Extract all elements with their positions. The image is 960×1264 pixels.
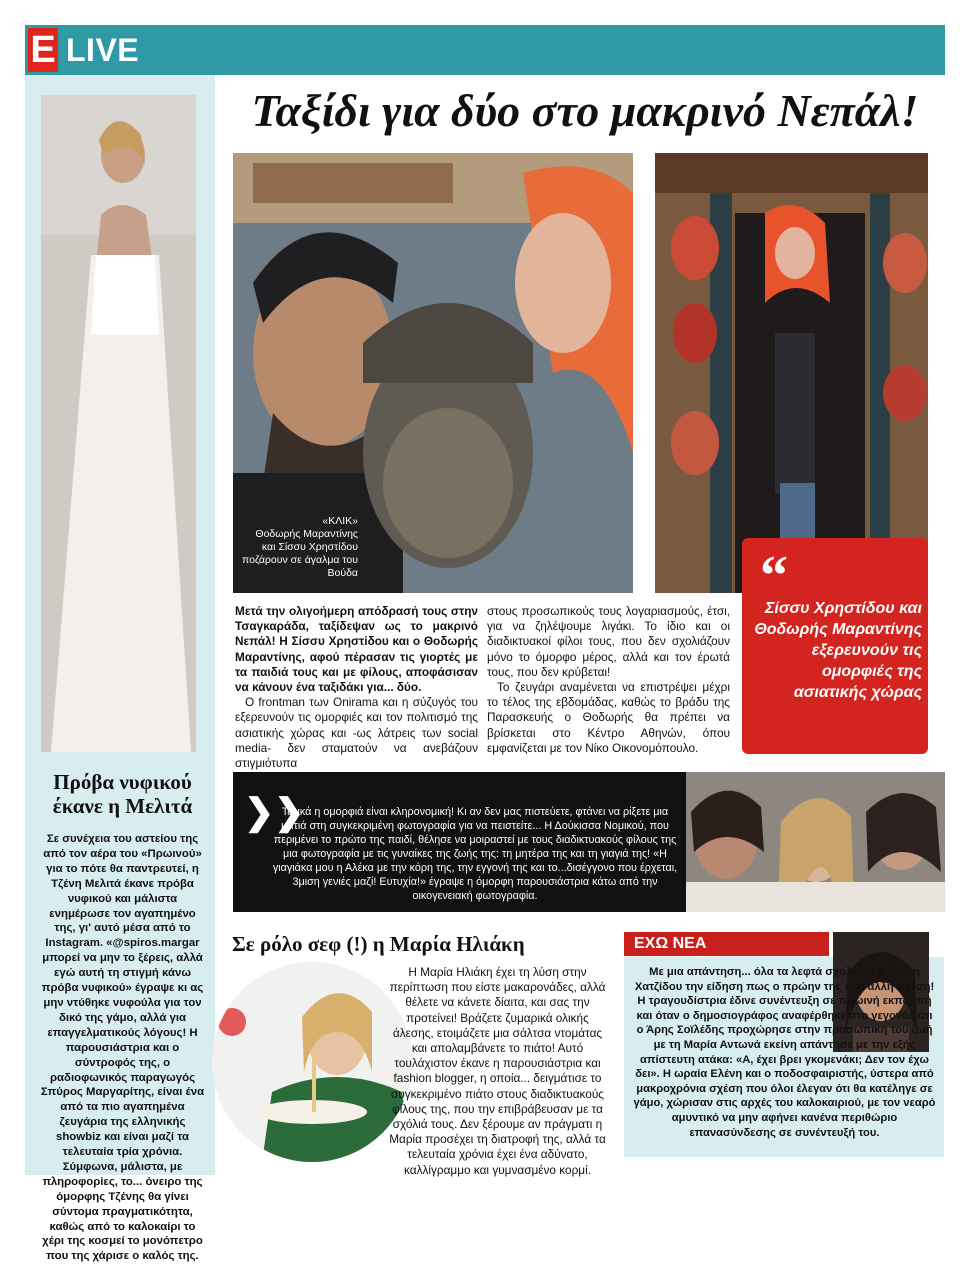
section-title: LIVE	[66, 32, 140, 68]
article-lead: Μετά την ολιγοήμερη απόδρασή τους στην Τσαγκαράδα, ταξίδεψαν ως το μακρινό Νεπάλ! Η Σίσσυ Χρηστίδου και ο Θοδωρής Μαραντίνης, αφού πέρασαν τις γιορτές με τα παιδιά τους και με φίλους, αποφάσισαν να κάνουν ένα ταξιδάκι για... δύο.	[235, 604, 478, 695]
iliaki-title: Σε ρόλο σεφ (!) η Μαρία Ηλιάκη	[232, 932, 525, 956]
caption-text: Θοδωρής Μαραντίνης και Σίσσυ Χρηστίδου ποζάρουν σε άγαλμα του Βούδα	[242, 528, 358, 579]
pull-quote-text: Σίσσυ Χρηστίδου και Θοδωρής Μαραντίνης εξερευνούν τις ομορφιές της ασιατικής χώρας	[754, 600, 922, 701]
family-photo	[686, 772, 945, 912]
photo-caption	[240, 515, 358, 580]
article-paragraph: στους προσωπικούς τους λογαριασμούς, έτσι, για να ζηλέψουμε λιγάκι. Το ίδιο και οι διαδικτυακοί φίλοι τους, που δεν σχολιάζουν μόνο το όμορφο μέρος, αλλά και τον έρωτά τους, που δεν κρύβεται!	[487, 604, 730, 679]
melita-text: Σε συνέχεια του αστείου της από τον αέρα του «Πρωινού» για το πότε θα παντρευτεί, η Τζένη Μελιτά έκανε πρόβα νυφικού και μάλιστα ενημέρωσε τον αγαπημένο της, γι' αυτό μέσα από το Instagram. «@spiros.margar μπορεί να μην το ξέρεις, αλλά εγώ αυτή τη στιγμή κάνω πρόβα νυφικού» έγραψε κι ας μην ντύθηκε νυφούλα για τον δικό της γάμο, αλλά για επαγγελματικούς λόγους! Η παρουσιάστρια και ο σύντροφός της, ο ραδιοφωνικός παραγωγός Σπύρος Μαργαρίτης, είναι ένα από τα πιο αγαπημένα ζευγάρια της ελληνικής showbiz και είναι μαζί τα τελευταία τρία χρόνια. Σύμφωνα, μάλιστα, με πληροφορίες, το... όνειρο της όμορφης Τζένης θα γίνει σύντομα πραγματικότητα, καθώς από το καλοκαίρι το χέρι της κοσμεί το μονόπετρο που της χάρισε ο καλός της.	[40, 833, 205, 1263]
quote-mark-icon: “	[760, 545, 788, 607]
section-header-bar	[25, 25, 945, 75]
double-chevron-icon: ❯❯	[244, 792, 305, 832]
main-article-title: Ταξίδι για δύο στο μακρινό Νεπάλ!	[251, 85, 919, 136]
melita-title: Πρόβα νυφικού έκανε η Μελιτά	[52, 770, 193, 818]
article-column-2	[487, 604, 730, 756]
nepal-masks-photo	[655, 153, 928, 593]
melita-wedding-photo	[41, 95, 196, 752]
caption-lead: «ΚΛΙΚ»	[322, 515, 358, 527]
article-paragraph: Ο frontman των Onirama και η σύζυγός του εξερευνούν τις ομορφιές και τον πολιτισμό της ασιατικής χώρας και -ως λάτρεις των social media- δεν σταματούν να ανεβάζουν στιγμιότυπα	[235, 695, 478, 771]
exo-nea-paragraph: Με μια απάντηση... όλα τα λεφτά σχολίασε η Ελένη Χατζίδου την είδηση πως ο πρώην της έχει άλλη σχέση! Η τραγουδίστρια έδινε συνέντευξη σε πρωινή εκπομπή και όταν ο δημοσιογράφος αναφέρθηκε στο γεγονός ότι ο Άρης Σοϊλέδης προχώρησε στην προσωπική του ζωή με τη Μαρία Αντωνά εκείνη απάντησε με την εξής απίστευτη ατάκα: «Α, έχει βρει γκομενάκι; Δεν τον έχω δει». Η ωραία Ελένη και ο ποδοσφαιριστής, ύστερα από μακροχρόνια σχέση που όλοι έλεγαν ότι θα κατέληγε σε γάμο, χώρισαν στις αρχές του καλοκαιριού, με τον νεαρό αμυντικό να μην αφήνει κανένα περιθώριο επανασύνδεσης σε συνέντευξή του.	[633, 966, 936, 1139]
exo-nea-text	[632, 965, 937, 1140]
magazine-logo: E	[28, 28, 58, 72]
iliaki-text: Η Μαρία Ηλιάκη έχει τη λύση στην περίπτωση που είστε μακαρονάδες, αλλά θέλετε να κάνετε δίαιτα, και σας την προτείνει! Βράζετε ζυμαρικά ολικής άλεσης, ετοιμάζετε μια σάλτσα ντομάτας και απολαμβάνετε το πιάτο! Αυτό τουλάχιστον έκανε η παρουσιάστρια και fashion blogger, η οποία... δειγμάτισε το συγκεκριμένο πιάτο στους διαδικτυακούς φίλους της, που την επιβράβευσαν με τα σχόλιά τους. Δεν ξέρουμε αν πράγματι η Μαρία προσέχει τη διατροφή της, αλλά τα τελευταία χρόνια έχει ένα αδύνατο, καλλίγραμμο και γυμνασμένο κορμί.	[389, 965, 606, 1177]
article-column-1	[235, 604, 478, 771]
exo-nea-label: ΕΧΩ ΝΕΑ	[624, 932, 829, 956]
article-paragraph: Το ζευγάρι αναμένεται να επιστρέψει μέχρι το τέλος της εβδομάδας, καθώς το βράδυ της Παρασκευής ο Θοδωρής θα πρέπει να βρίσκεται στο Κέντρο Αθηνών, όπου εμφανίζεται με τον Νίκο Οικονομόπουλο.	[487, 680, 730, 755]
douxissa-text: Τελικά η ομορφιά είναι κληρονομική! Κι αν δεν μας πιστεύετε, φτάνει να ρίξετε μια ματιά στη συγκεκριμένη φωτογραφία για να πειστείτε... Η Δούκισσα Νομικού, που περιμένει το πρώτο της παιδί, θέλησε να μοιραστεί με τους διαδικτυακούς φίλους της μια φωτογραφία με τις γυναίκες της ζωής της: τη μητέρα της και τη γιαγιά της! «Η γιαγιάκα μου η Αλέκα με την κόρη της, την εγγονή της και το...δισέγγονο που έρχεται, 3μιση γενιές μαζί! Ευτυχία!» έγραψε η όμορφη παρουσιάστρια κάτω από την οικογενειακή φωτογραφία.	[272, 806, 678, 902]
iliaki-photo	[212, 962, 412, 1162]
